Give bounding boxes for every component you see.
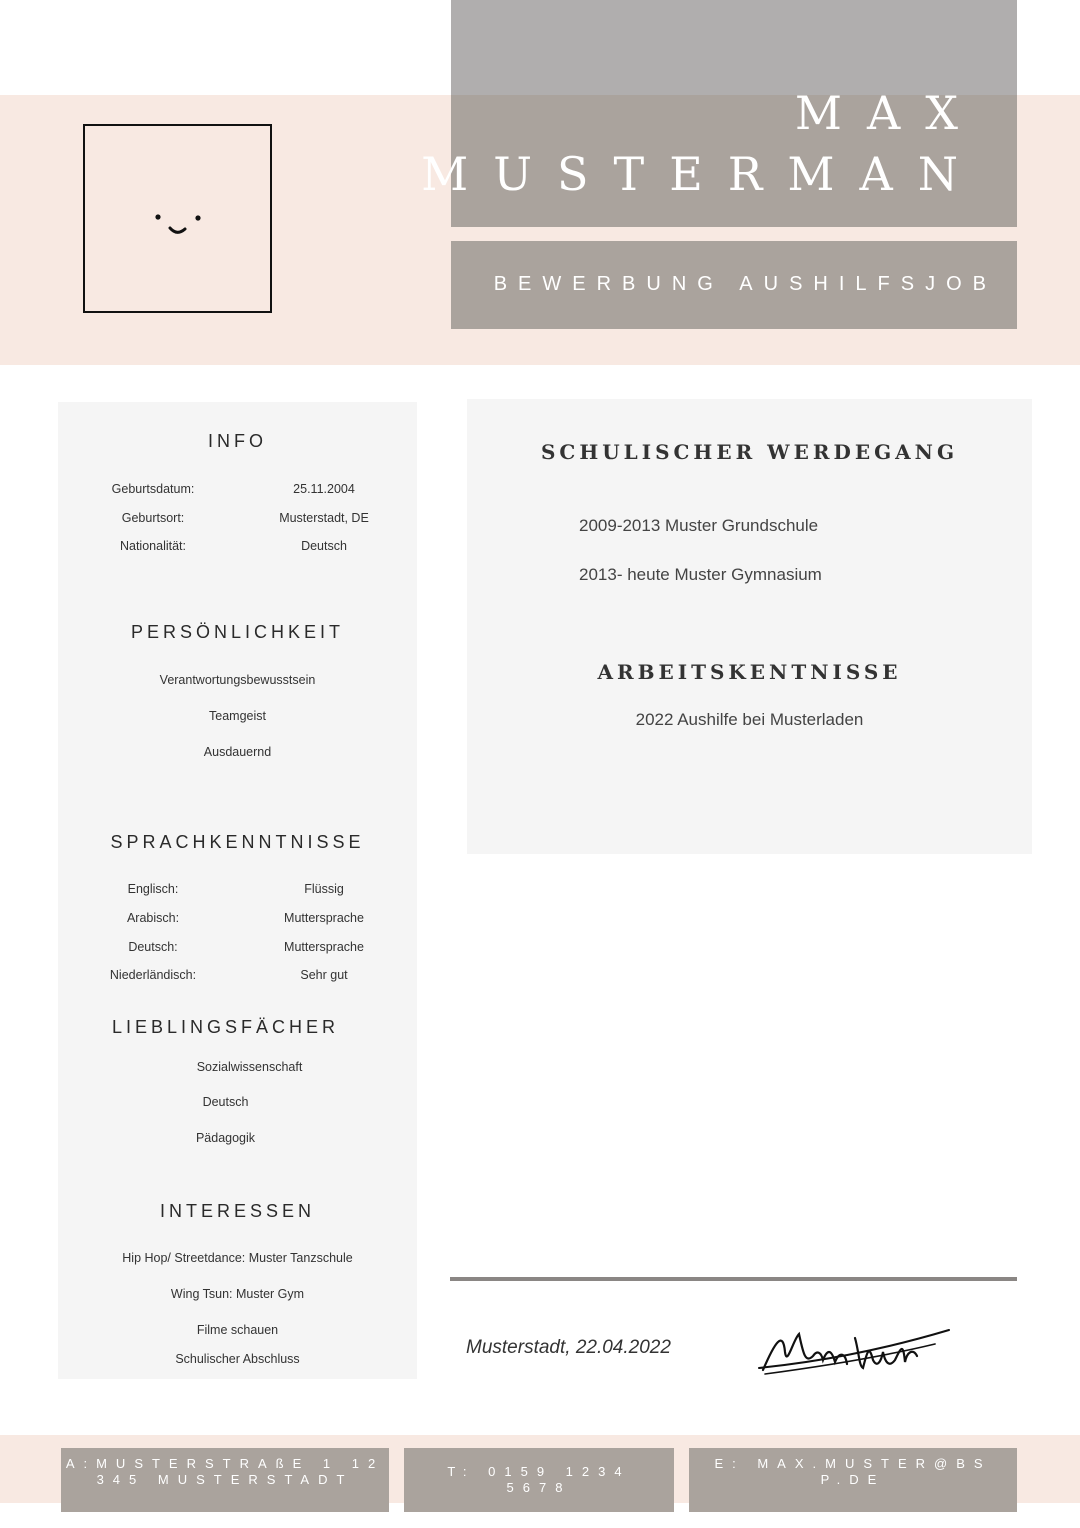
language-value: Sehr gut bbox=[300, 968, 348, 982]
personality-item: Ausdauernd bbox=[203, 745, 272, 759]
work-item: 2022 Aushilfe bei Musterladen bbox=[635, 710, 864, 729]
languages-title: SPRACHKENNTNISSE bbox=[110, 832, 365, 852]
info-title: INFO bbox=[208, 431, 267, 451]
work-title: ARBEITSKENTNISSE bbox=[597, 660, 902, 684]
last-name: MUSTERMAN bbox=[421, 147, 983, 201]
info-label: Geburtsort: bbox=[121, 511, 185, 525]
main-panel bbox=[467, 399, 1032, 854]
language-label: Arabisch: bbox=[126, 911, 180, 925]
signature-icon bbox=[755, 1322, 955, 1386]
photo-placeholder bbox=[83, 124, 272, 313]
interest-item: Filme schauen bbox=[196, 1323, 279, 1337]
language-label: Englisch: bbox=[127, 882, 179, 896]
name-box-top-shade bbox=[451, 0, 1017, 95]
language-label: Deutsch: bbox=[128, 940, 178, 954]
info-label: Geburtsdatum: bbox=[111, 482, 195, 496]
language-label: Niederländisch: bbox=[109, 968, 197, 982]
subject-item: Deutsch bbox=[202, 1095, 249, 1109]
education-title: SCHULISCHER WERDEGANG bbox=[540, 440, 959, 464]
personality-item: Verantwortungsbewusstsein bbox=[159, 673, 316, 687]
signature-divider bbox=[450, 1277, 1017, 1281]
interest-item: Wing Tsun: Muster Gym bbox=[170, 1287, 305, 1301]
info-value: 25.11.2004 bbox=[293, 482, 355, 496]
subtitle-box bbox=[451, 241, 1017, 329]
first-name: MAX bbox=[794, 86, 983, 140]
personality-title: PERSÖNLICHKEIT bbox=[130, 622, 345, 642]
favorite-subjects-title: LIEBLINGSFÄCHER bbox=[111, 1017, 340, 1037]
left-sidebar bbox=[58, 402, 417, 1379]
footer-email: E: MAX.MUSTER@BSP.DE bbox=[689, 1448, 1017, 1512]
place-date: Musterstadt, 22.04.2022 bbox=[466, 1337, 671, 1358]
language-value: Muttersprache bbox=[284, 911, 364, 925]
subject-item: Pädagogik bbox=[195, 1131, 256, 1145]
info-value: Deutsch bbox=[301, 539, 347, 553]
footer-phone: T: 0159 12345678 bbox=[404, 1448, 674, 1512]
smiley-face-icon bbox=[85, 126, 270, 311]
info-value: Musterstadt, DE bbox=[279, 511, 369, 525]
interest-item: Schulischer Abschluss bbox=[175, 1352, 300, 1366]
subtitle: BEWERBUNG AUSHILFSJOB bbox=[493, 273, 997, 295]
personality-item: Teamgeist bbox=[209, 709, 266, 723]
education-item: 2009-2013 Muster Grundschule bbox=[579, 516, 819, 535]
language-value: Flüssig bbox=[304, 882, 344, 896]
language-value: Muttersprache bbox=[284, 940, 364, 954]
education-item: 2013- heute Muster Gymnasium bbox=[579, 565, 822, 584]
footer-address: A:MUSTERSTRAßE 1 12345 MUSTERSTADT bbox=[61, 1448, 389, 1512]
info-label: Nationalität: bbox=[119, 539, 186, 553]
interests-title: INTERESSEN bbox=[159, 1201, 316, 1221]
interest-item: Hip Hop/ Streetdance: Muster Tanzschule bbox=[122, 1251, 353, 1265]
name-box bbox=[421, 0, 1017, 227]
subject-item: Sozialwissenschaft bbox=[196, 1060, 303, 1074]
